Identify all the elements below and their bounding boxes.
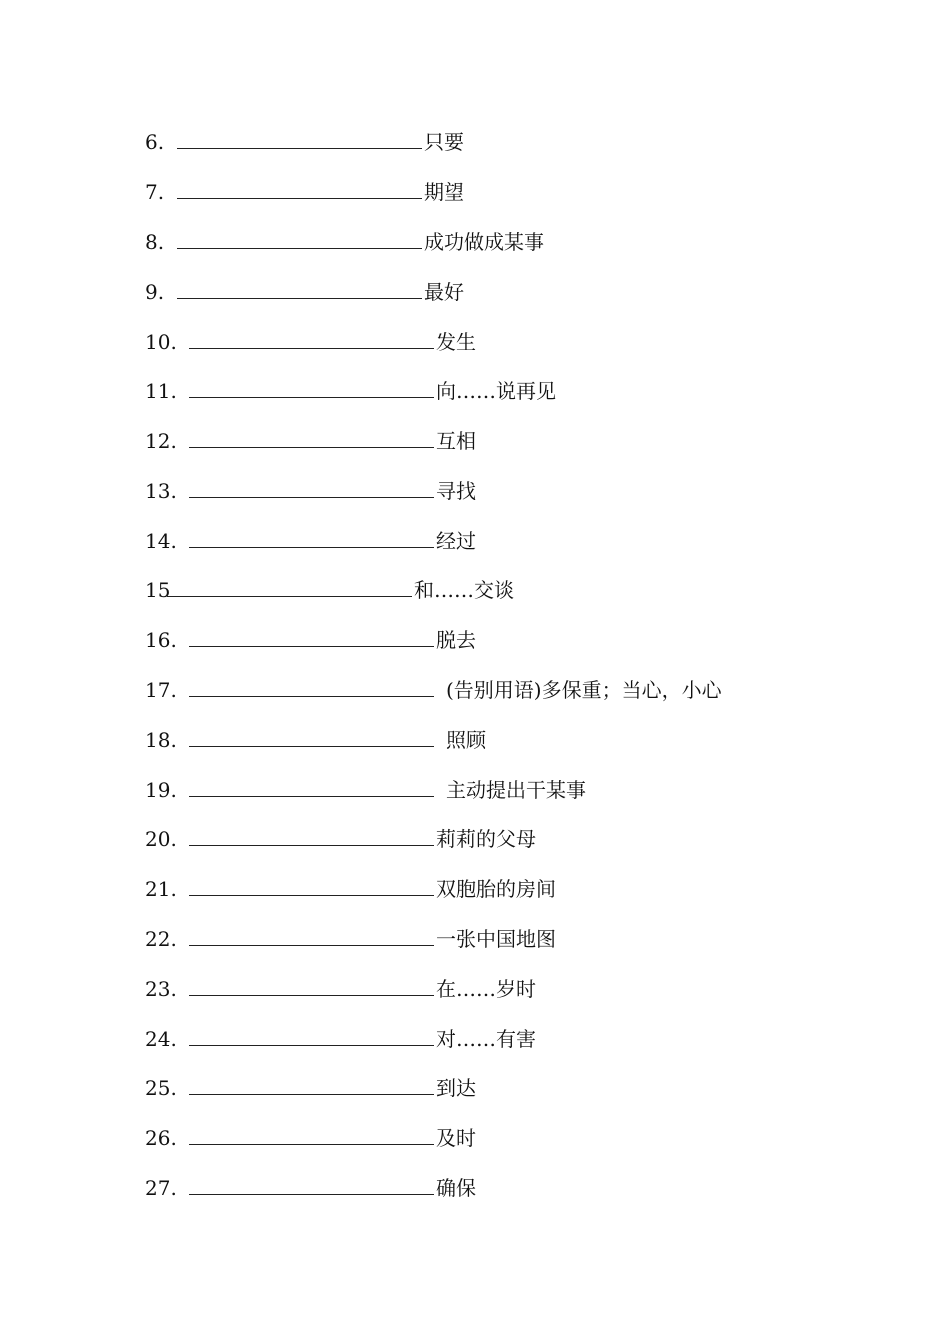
answer-blank[interactable]	[177, 226, 422, 249]
item-number: 27.	[145, 1176, 177, 1200]
item-gloss: 经过	[436, 529, 476, 553]
list-item	[145, 425, 476, 455]
item-number: 21.	[145, 877, 177, 901]
item-number: 20.	[145, 827, 177, 851]
list-item	[145, 1072, 476, 1102]
item-number: 19.	[145, 778, 177, 802]
answer-blank[interactable]	[177, 276, 422, 299]
list-item	[145, 624, 476, 654]
item-gloss: 互相	[436, 429, 476, 453]
list-item	[145, 525, 476, 555]
list-item	[145, 973, 536, 1003]
item-gloss: 最好	[424, 280, 464, 304]
item-gloss: 发生	[436, 330, 476, 354]
list-item	[145, 724, 486, 754]
list-item	[145, 923, 556, 953]
item-number: 10.	[145, 330, 177, 354]
list-item	[145, 326, 476, 356]
item-gloss: 寻找	[436, 479, 476, 503]
answer-blank[interactable]	[189, 525, 434, 548]
item-number: 26.	[145, 1126, 177, 1150]
list-item	[145, 375, 556, 405]
item-number: 23.	[145, 977, 177, 1001]
answer-blank[interactable]	[189, 1172, 434, 1195]
answer-blank[interactable]	[189, 674, 434, 697]
item-number: 9.	[145, 280, 165, 304]
item-gloss: 对……有害	[436, 1027, 536, 1051]
answer-blank[interactable]	[177, 126, 422, 149]
answer-blank[interactable]	[189, 774, 434, 797]
item-gloss: 到达	[436, 1076, 476, 1100]
item-gloss: 成功做成某事	[424, 230, 544, 254]
answer-blank[interactable]	[167, 574, 412, 597]
answer-blank[interactable]	[189, 1023, 434, 1046]
list-item	[145, 823, 536, 853]
item-gloss: 脱去	[436, 628, 476, 652]
list-item	[145, 574, 514, 604]
item-number: 11.	[145, 379, 177, 403]
list-item	[145, 774, 586, 804]
item-gloss: 及时	[436, 1126, 476, 1150]
item-number: 6.	[145, 130, 165, 154]
answer-blank[interactable]	[189, 923, 434, 946]
item-number: 17.	[145, 678, 177, 702]
item-gloss: 在……岁时	[436, 977, 536, 1001]
answer-blank[interactable]	[189, 1072, 434, 1095]
list-item	[145, 1172, 476, 1202]
item-gloss: 确保	[436, 1176, 476, 1200]
item-gloss: 和……交谈	[414, 578, 514, 602]
list-item	[145, 475, 476, 505]
item-number: 14.	[145, 529, 177, 553]
answer-blank[interactable]	[189, 624, 434, 647]
item-number: 18.	[145, 728, 177, 752]
answer-blank[interactable]	[189, 973, 434, 996]
answer-blank[interactable]	[189, 425, 434, 448]
item-number: 8.	[145, 230, 165, 254]
item-gloss: 向……说再见	[436, 379, 556, 403]
item-number: 12.	[145, 429, 177, 453]
list-item	[145, 1023, 536, 1053]
answer-blank[interactable]	[189, 375, 434, 398]
answer-blank[interactable]	[177, 176, 422, 199]
item-number: 7.	[145, 180, 165, 204]
item-gloss: (告别用语)多保重；当心，小心	[446, 678, 722, 702]
list-item	[145, 674, 722, 704]
item-gloss: 一张中国地图	[436, 927, 556, 951]
item-number: 15	[145, 578, 171, 602]
item-gloss: 照顾	[446, 728, 486, 752]
list-item	[145, 276, 464, 306]
answer-blank[interactable]	[189, 1122, 434, 1145]
item-number: 24.	[145, 1027, 177, 1051]
answer-blank[interactable]	[189, 873, 434, 896]
item-number: 22.	[145, 927, 177, 951]
answer-blank[interactable]	[189, 823, 434, 846]
item-number: 25.	[145, 1076, 177, 1100]
list-item	[145, 873, 556, 903]
list-item	[145, 1122, 476, 1152]
answer-blank[interactable]	[189, 326, 434, 349]
item-gloss: 莉莉的父母	[436, 827, 536, 851]
list-item	[145, 126, 464, 156]
list-item	[145, 176, 464, 206]
answer-blank[interactable]	[189, 724, 434, 747]
item-gloss: 只要	[424, 130, 464, 154]
answer-blank[interactable]	[189, 475, 434, 498]
item-number: 13.	[145, 479, 177, 503]
item-gloss: 期望	[424, 180, 464, 204]
item-number: 16.	[145, 628, 177, 652]
list-item	[145, 226, 544, 256]
item-gloss: 主动提出干某事	[446, 778, 586, 802]
item-gloss: 双胞胎的房间	[436, 877, 556, 901]
